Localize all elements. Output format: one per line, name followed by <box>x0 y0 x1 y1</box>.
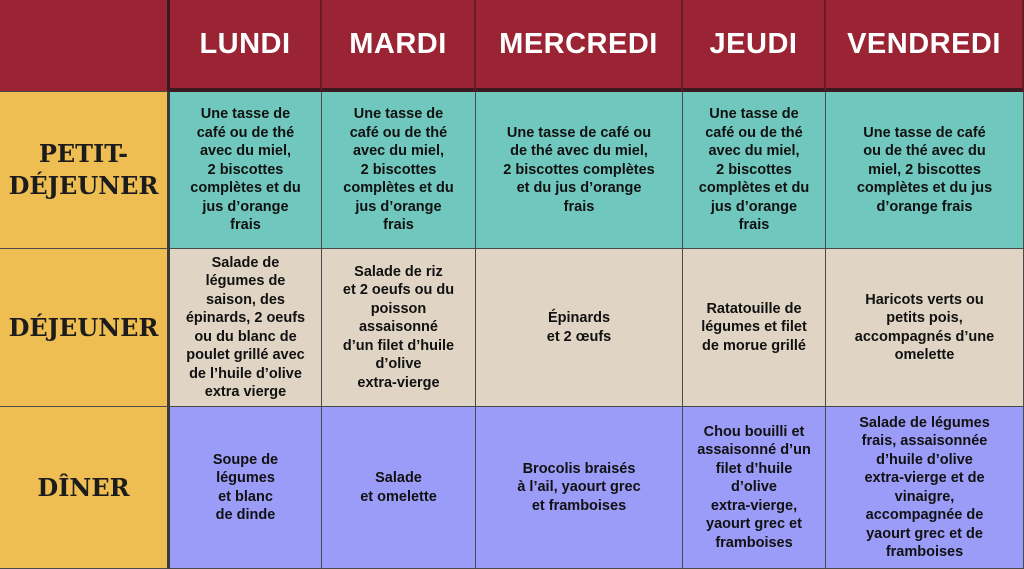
menu-text-line: poulet grillé avec <box>186 347 305 363</box>
menu-text-line: et 2 oeufs ou du <box>342 282 455 299</box>
menu-text-line: Soupe de <box>212 451 279 468</box>
day-header: JEUDI <box>683 0 826 92</box>
menu-text-line: d’olive <box>375 356 422 373</box>
menu-cell <box>683 407 826 569</box>
menu-text-line: jus d’orange <box>202 198 289 215</box>
menu-cell <box>322 249 476 407</box>
menu-text-line: Une tasse de café ou <box>506 124 652 141</box>
menu-cell <box>476 92 683 249</box>
menu-text-line: légumes <box>216 470 275 486</box>
meal-label-line: DÉJEUNER <box>8 171 159 200</box>
menu-text-line: extra vierge <box>204 384 287 400</box>
menu-text-line: frais <box>383 217 414 234</box>
menu-text-line: yaourt grec et de <box>866 525 983 542</box>
menu-text-line: assaisonné d’un <box>697 442 811 459</box>
menu-cell <box>170 249 322 407</box>
menu-text-line: complètes et du <box>343 180 454 197</box>
day-header: LUNDI <box>170 0 322 92</box>
meal-label-line: PETIT- <box>38 139 129 168</box>
menu-text-line: extra-vierge <box>357 374 440 391</box>
menu-text-line: café ou de thé <box>349 124 448 141</box>
menu-cell <box>683 249 826 407</box>
menu-cell <box>476 249 683 407</box>
menu-text-line: Une tasse de café <box>863 124 986 141</box>
day-header: VENDREDI <box>826 0 1024 92</box>
menu-text-line: petits pois, <box>886 310 963 326</box>
menu-text-line: assaisonné <box>358 319 438 336</box>
menu-text-line: et framboises <box>531 497 627 514</box>
menu-text-line: de l’huile d’olive <box>189 365 302 382</box>
menu-text-line: à l’ail, yaourt grec <box>517 479 641 496</box>
menu-text-line: épinards, 2 oeufs <box>185 310 306 326</box>
menu-text-line: vinaigre, <box>894 488 955 505</box>
menu-text-line: extra-vierge, <box>710 497 798 514</box>
menu-text-line: yaourt grec et <box>706 516 802 533</box>
menu-text-line: jus d’orange <box>710 198 798 215</box>
menu-text-line: extra-vierge et de <box>864 470 985 486</box>
menu-text-line: Salade de légumes <box>859 414 990 431</box>
menu-text-line: Brocolis braisés <box>522 460 636 477</box>
menu-text-line: complètes et du <box>698 180 810 197</box>
menu-text-line: frais <box>738 217 770 234</box>
menu-text-line: 2 biscottes complètes <box>503 161 655 178</box>
menu-text-line: légumes et filet <box>701 319 807 336</box>
table-corner <box>0 0 170 92</box>
menu-text-line: frais, assaisonnée <box>861 433 988 449</box>
menu-text-line: miel, 2 biscottes <box>868 161 981 178</box>
menu-text-line: Une tasse de <box>200 106 291 123</box>
menu-text-line: d’huile d’olive <box>876 451 973 468</box>
menu-text-line: accompagnés d’une <box>854 328 995 345</box>
menu-cell <box>322 407 476 569</box>
menu-text-line: ou de thé avec du <box>863 143 986 160</box>
menu-text-line: frais <box>230 217 261 234</box>
menu-text-line: 2 biscottes <box>716 161 792 178</box>
menu-text-line: et omelette <box>360 488 437 505</box>
menu-text-line: et blanc <box>218 488 273 505</box>
menu-cell <box>826 407 1024 569</box>
menu-text-line: poisson <box>370 300 427 317</box>
menu-text-line: avec du miel, <box>199 143 292 160</box>
menu-text-line: jus d’orange <box>355 198 442 215</box>
menu-text-line: et du jus d’orange <box>516 180 642 197</box>
menu-text-line: filet d’huile <box>715 460 793 477</box>
menu-cell <box>170 92 322 249</box>
menu-cell <box>476 407 683 569</box>
menu-text-line: de thé avec du miel, <box>510 143 648 160</box>
menu-text-line: saison, des <box>206 291 285 308</box>
menu-text-line: Haricots verts ou <box>865 291 984 308</box>
menu-text-line: Une tasse de <box>709 106 799 123</box>
menu-cell <box>826 92 1024 249</box>
menu-text-line: avec du miel, <box>708 143 800 160</box>
menu-text-line: Chou bouilli et <box>703 423 805 440</box>
menu-text-line: d’olive <box>731 479 777 496</box>
menu-text-line: Épinards <box>547 310 611 326</box>
menu-text-line: Salade de riz <box>354 263 443 280</box>
menu-text-line: framboises <box>885 544 964 560</box>
meal-label <box>0 249 170 407</box>
menu-text-line: complètes et du jus <box>856 180 993 197</box>
day-header: MARDI <box>322 0 476 92</box>
menu-text-line: café ou de thé <box>705 124 803 141</box>
meal-label <box>0 92 170 249</box>
menu-text-line: légumes de <box>205 273 286 289</box>
menu-text-line: avec du miel, <box>352 143 445 160</box>
menu-cell <box>826 249 1024 407</box>
menu-cell <box>322 92 476 249</box>
meal-label-line: DÉJEUNER <box>8 312 159 342</box>
menu-text-line: Une tasse de <box>353 106 444 123</box>
meal-label-line: DÎNER <box>37 472 130 502</box>
menu-text-line: d’orange frais <box>876 198 973 215</box>
menu-text-line: Salade <box>375 470 422 486</box>
menu-text-line: Salade de <box>211 254 280 271</box>
menu-text-line: café ou de thé <box>196 124 295 141</box>
menu-text-line: de dinde <box>215 507 276 523</box>
menu-text-line: frais <box>563 198 595 215</box>
menu-text-line: omelette <box>894 347 955 363</box>
day-header: MERCREDI <box>476 0 683 92</box>
meal-label <box>0 407 170 569</box>
menu-text-line: accompagnée de <box>865 507 984 523</box>
menu-text-line: complètes et du <box>190 180 301 197</box>
menu-text-line: de morue grillé <box>702 337 806 354</box>
menu-text-line: d’un filet d’huile <box>342 337 455 354</box>
menu-text-line: Ratatouille de <box>706 300 802 317</box>
menu-text-line: et 2 œufs <box>546 328 612 345</box>
menu-text-line: ou du blanc de <box>194 328 297 345</box>
menu-text-line: 2 biscottes <box>360 161 437 178</box>
menu-text-line: 2 biscottes <box>207 161 284 178</box>
menu-cell <box>683 92 826 249</box>
menu-text-line: framboises <box>715 534 793 551</box>
menu-cell <box>170 407 322 569</box>
